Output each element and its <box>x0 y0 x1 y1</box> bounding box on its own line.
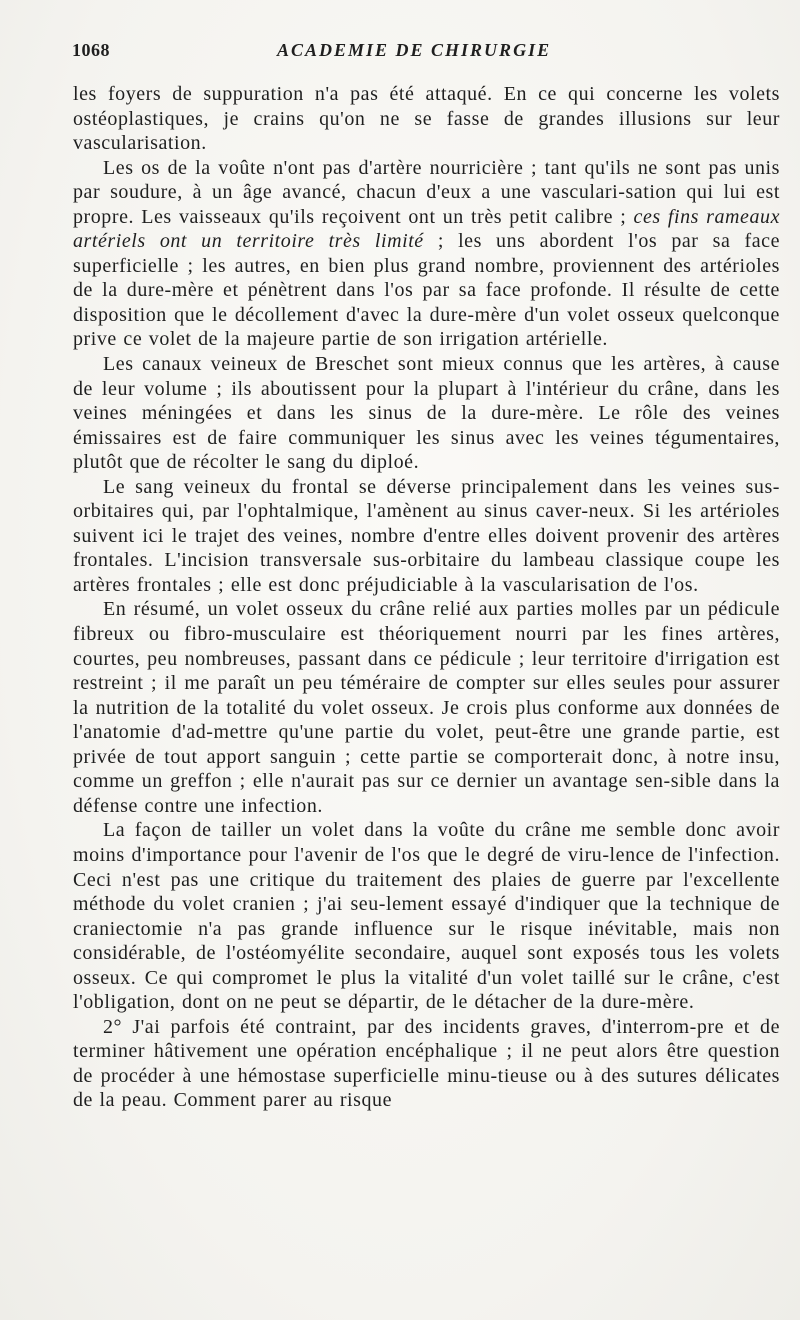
paragraph-5: En résumé, un volet osseux du crâne relié aux parties molles par un pédicule fibreux ou fibro-musculaire est théoriquement nourri par les fines artères, courtes, peu nombreuses, passant dans ce pédicule ; leur territoire d'irrigation est restreint ; il me paraît un peu téméraire de compter sur elles seules pour assurer la nutrition de la totalité du volet osseux. Je crois plus conforme aux données de l'anatomie d'ad-mettre qu'une partie du volet, peut-être une grande partie, est privée de tout apport sanguin ; cette partie se comporterait donc, à notre insu, comme un greffon ; elle n'aurait pas sur ce dernier un avantage sen-sible dans la défense contre une infection. <box>73 598 780 817</box>
page-number: 1068 <box>72 40 110 60</box>
body-text <box>73 82 780 1113</box>
paragraph-2-end: ; les uns abordent l'os par sa face superficielle ; les autres, en bien plus grand nombre, proviennent des artérioles de la dure-mère et pénètrent dans l'os par sa face profonde. Il résulte de cette disposition que le décollement d'avec la dure-mère d'un volet osseux quelconque prive ce volet de la majeure partie de son irrigation artérielle. <box>73 230 780 351</box>
running-title: ACADEMIE DE CHIRURGIE <box>277 40 552 60</box>
paragraph-6: La façon de tailler un volet dans la voûte du crâne me semble donc avoir moins d'importance pour l'avenir de l'os que le degré de viru-lence de l'infection. Ceci n'est pas une critique du traitement des plaies de guerre par l'excellente méthode du volet cranien ; j'ai seu-lement essayé d'indiquer que la technique de craniectomie n'a pas grande influence sur le risque inévitable, mais non considérable, de l'ostéomyélite secondaire, auquel sont exposés tous les volets osseux. Ce qui compromet le plus la vitalité d'un volet taillé sur le crâne, c'est l'obligation, dont on ne peut se départir, de le détacher de la dure-mère. <box>73 819 780 1014</box>
paragraph-2-start: Les os de la voûte n'ont pas d'artère nourricière ; tant qu'ils ne sont pas unis par soudure, à un âge avancé, chacun d'eux a une vasculari-sation qui lui est propre. Les vaisseaux qu'ils reçoivent ont un très petit calibre ; <box>73 156 780 228</box>
paragraph-2 <box>73 156 780 352</box>
paragraph-1: les foyers de suppuration n'a pas été attaqué. En ce qui concerne les volets ostéoplastiques, je crains qu'on ne se fasse de grandes illusions sur leur vascularisation. <box>73 83 780 155</box>
paragraph-7: 2° J'ai parfois été contraint, par des incidents graves, d'interrom-pre et de terminer hâtivement une opération encéphalique ; il ne peut alors être question de procéder à une hémostase superficielle minu-tieuse ou à des sutures délicates de la peau. Comment parer au risque <box>73 1015 780 1112</box>
paragraph-2-italic: ces fins rameaux artériels ont un territoire très limité <box>73 205 780 253</box>
page-header <box>72 40 784 68</box>
paragraph-3: Les canaux veineux de Breschet sont mieux connus que les artères, à cause de leur volume ; ils aboutissent pour la plupart à l'intérieur du crâne, dans les veines méningées et dans les sinus de la dure-mère. Le rôle des veines émissaires est de faire communiquer les sinus avec les veines tégumentaires, plutôt que de récolter le sang du diploé. <box>73 353 780 474</box>
paragraph-4: Le sang veineux du frontal se déverse principalement dans les veines sus-orbitaires qui, par l'ophtalmique, l'amènent au sinus caver-neux. Si les artérioles suivent ici le trajet des veines, nombre d'entre elles doivent provenir des artères frontales. L'incision transversale sus-orbitaire du lambeau classique coupe les artères frontales ; elle est donc préjudiciable à la vascularisation de l'os. <box>73 475 780 596</box>
